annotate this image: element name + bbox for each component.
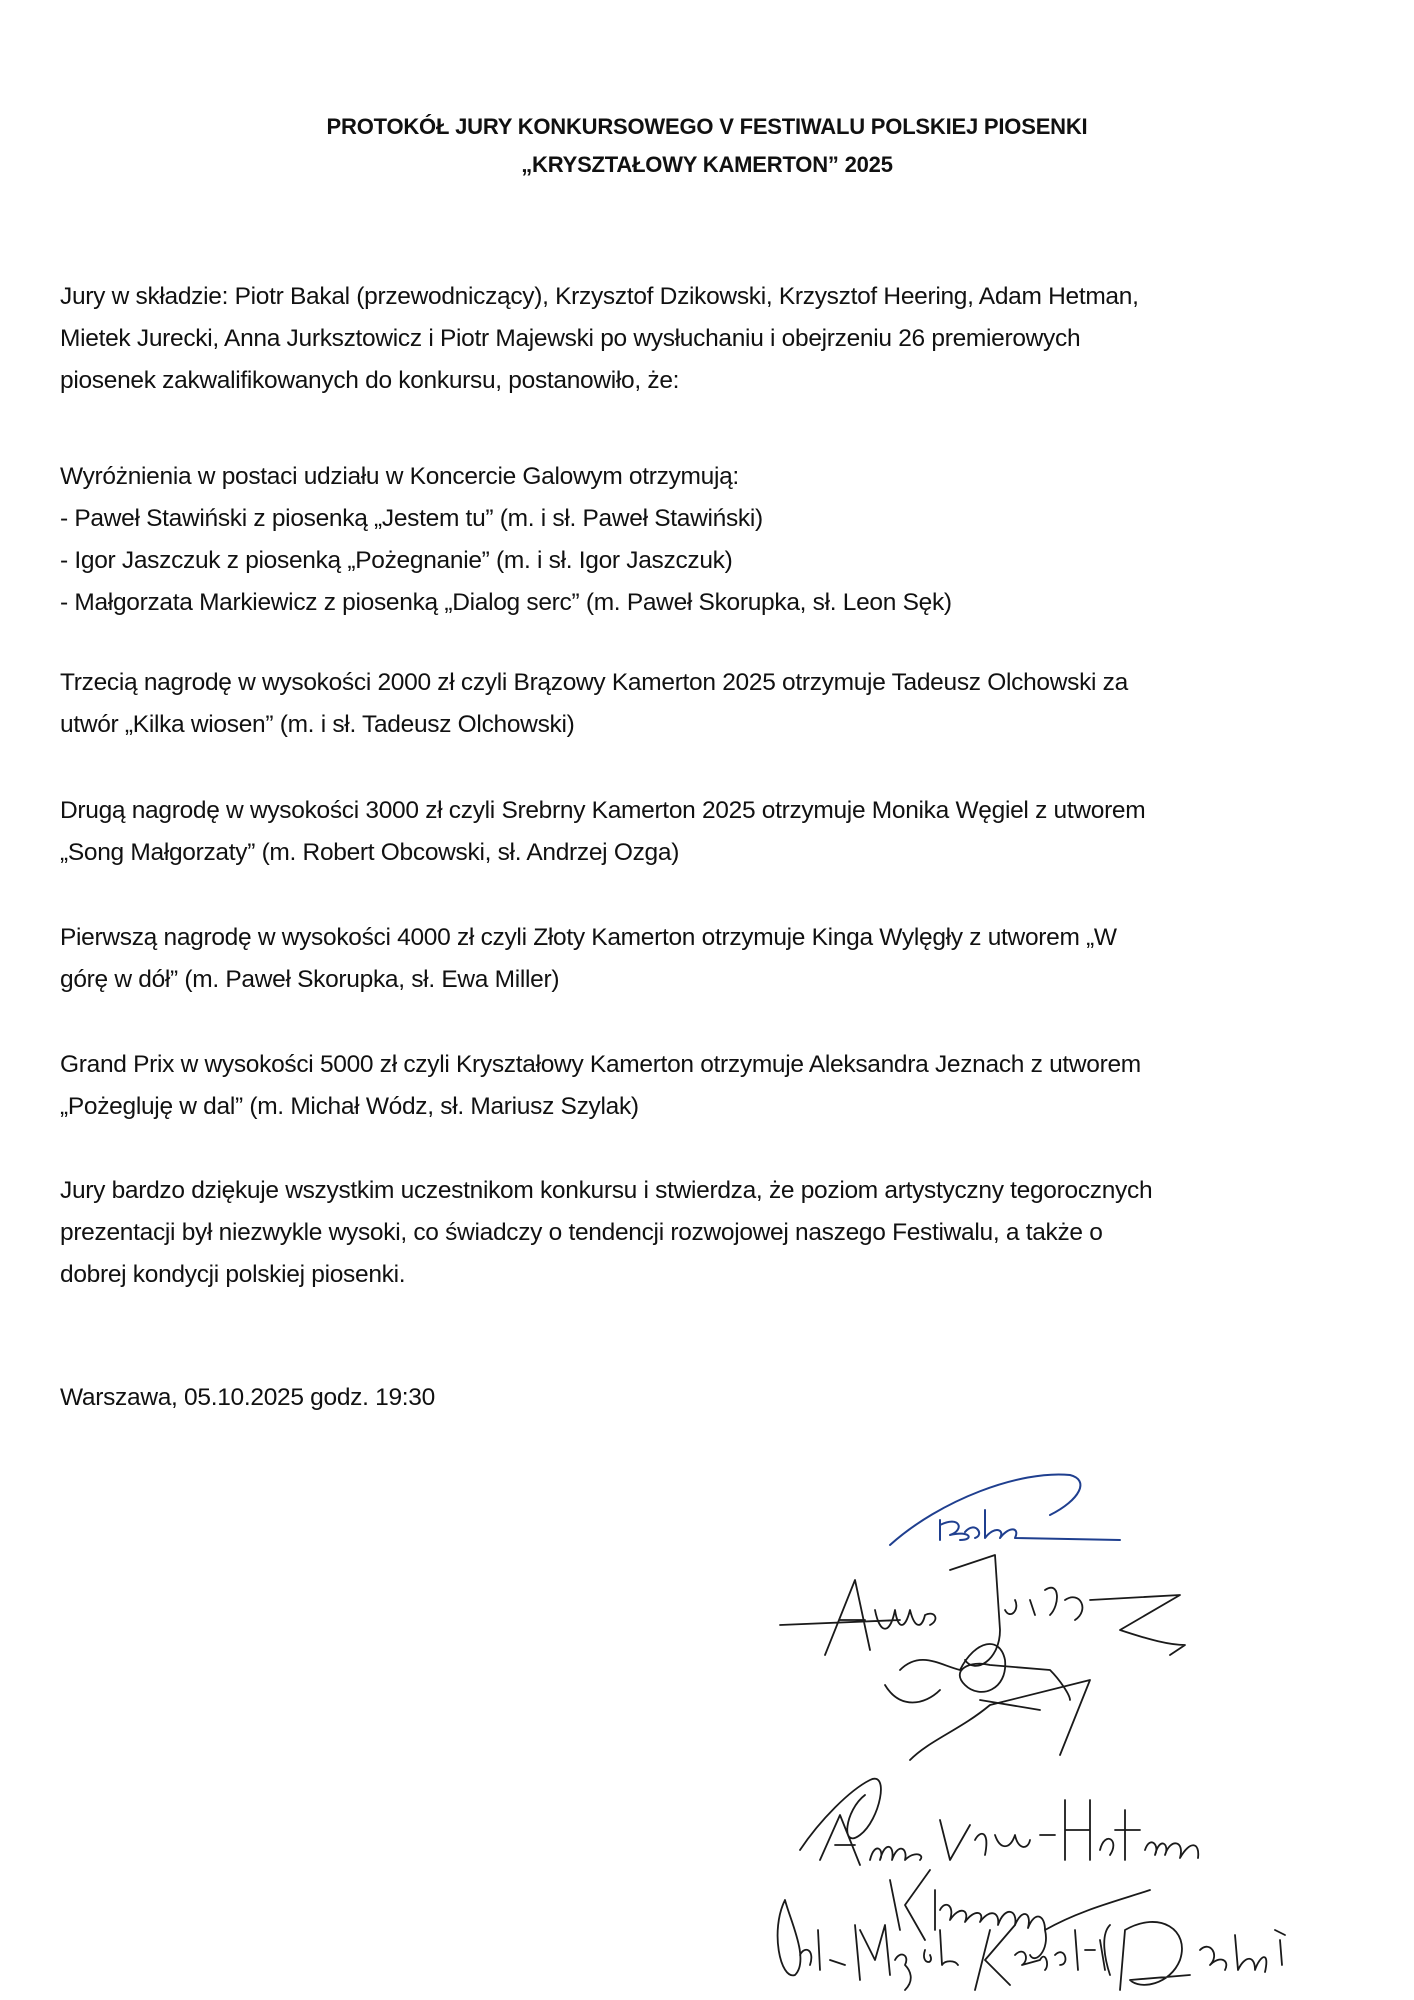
third-prize-paragraph xyxy=(60,662,1360,746)
text-line: Trzecią nagrodę w wysokości 2000 zł czyli Brązowy Kamerton 2025 otrzymuje Tadeusz Olchowski za xyxy=(60,669,1128,696)
distinctions-intro: Wyróżnienia w postaci udziału w Koncercie Galowym otrzymują: xyxy=(60,463,739,490)
place-and-date: Warszawa, 05.10.2025 godz. 19:30 xyxy=(60,1384,435,1411)
signature-anna-jurksztowicz xyxy=(780,1555,1185,1666)
jury-signatures xyxy=(760,1460,1400,2000)
document-title: PROTOKÓŁ JURY KONKURSOWEGO V FESTIWALU POLSKIEJ PIOSENKI xyxy=(326,114,1088,139)
text-line: „Pożegluję w dal” (m. Michał Wódz, sł. Mariusz Szylak) xyxy=(60,1093,639,1120)
signature-bakal xyxy=(890,1474,1120,1545)
signature-krzysztof-dzikowski xyxy=(975,1922,1285,1990)
text-line: piosenek zakwalifikowanych do konkursu, postanowiło, że: xyxy=(60,367,680,394)
text-line: dobrej kondycji polskiej piosenki. xyxy=(60,1261,406,1288)
text-line: Mietek Jurecki, Anna Jurksztowicz i Piotr Majewski po wysłuchaniu i obejrzeniu 26 premierowych xyxy=(60,325,1081,352)
document-subtitle: „KRYSZTAŁOWY KAMERTON” 2025 xyxy=(521,152,893,177)
distinction-item: - Małgorzata Markiewicz z piosenką „Dialog serc” (m. Paweł Skorupka, sł. Leon Sęk) xyxy=(60,589,952,616)
text-line: górę w dół” (m. Paweł Skorupka, sł. Ewa Miller) xyxy=(60,966,560,993)
distinction-item: - Paweł Stawiński z piosenką „Jestem tu” (m. i sł. Paweł Stawiński) xyxy=(60,505,763,532)
text-line: Grand Prix w wysokości 5000 zł czyli Kryształowy Kamerton otrzymuje Aleksandra Jeznach z utworem xyxy=(60,1051,1141,1078)
second-prize-paragraph xyxy=(60,790,1360,874)
text-line: Pierwszą nagrodę w wysokości 4000 zł czyli Złoty Kamerton otrzymuje Kinga Wylęgły z utworem „W xyxy=(60,924,1117,951)
text-line: „Song Małgorzaty” (m. Robert Obcowski, sł. Andrzej Ozga) xyxy=(60,839,680,866)
text-line: Drugą nagrodę w wysokości 3000 zł czyli Srebrny Kamerton 2025 otrzymuje Monika Węgiel z utworem xyxy=(60,797,1146,824)
signature-piotr-majewski xyxy=(778,1900,958,1990)
signature-adam-hetman xyxy=(800,1779,1198,1865)
jury-composition-paragraph xyxy=(60,276,1360,402)
distinctions-section xyxy=(60,456,1360,624)
text-line: prezentacji był niezwykle wysoki, co świadczy o tendencji rozwojowej naszego Festiwalu, a także o xyxy=(60,1219,1103,1246)
first-prize-paragraph xyxy=(60,917,1360,1001)
text-line: utwór „Kilka wiosen” (m. i sł. Tadeusz Olchowski) xyxy=(60,711,575,738)
text-line: Jury w składzie: Piotr Bakal (przewodniczący), Krzysztof Dzikowski, Krzysztof Heering, Adam Hetman, xyxy=(60,283,1139,310)
grand-prix-paragraph xyxy=(60,1044,1360,1128)
thanks-paragraph xyxy=(60,1170,1360,1296)
text-line: Jury bardzo dziękuje wszystkim uczestnikom konkursu i stwierdza, że poziom artystyczny tegorocznych xyxy=(60,1177,1153,1204)
distinction-item: - Igor Jaszczuk z piosenką „Pożegnanie” (m. i sł. Igor Jaszczuk) xyxy=(60,547,733,574)
signature-heering xyxy=(890,1870,1150,1958)
